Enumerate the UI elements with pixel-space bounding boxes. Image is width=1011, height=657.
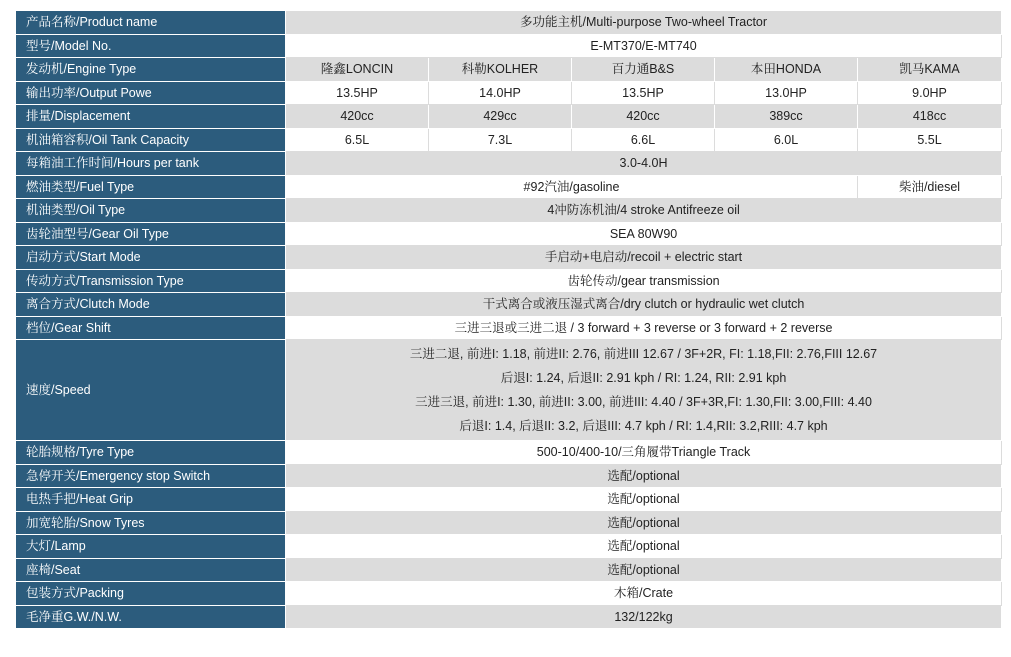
spec-table	[15, 10, 1002, 629]
fuel-diesel-cell: 柴油/diesel	[858, 175, 1002, 199]
row-label: 发动机/Engine Type	[16, 58, 286, 82]
row-speed	[16, 340, 1002, 441]
row-label: 速度/Speed	[16, 340, 286, 441]
row-heat-grip	[16, 488, 1002, 512]
row-label: 离合方式/Clutch Mode	[16, 293, 286, 317]
row-seat	[16, 558, 1002, 582]
row-packing	[16, 582, 1002, 606]
row-value: 500-10/400-10/三角履带Triangle Track	[286, 441, 1002, 465]
row-model-no	[16, 34, 1002, 58]
displacement-cell: 420cc	[286, 105, 429, 129]
power-cell: 9.0HP	[858, 81, 1002, 105]
row-label: 机油类型/Oil Type	[16, 199, 286, 223]
row-gear-shift	[16, 316, 1002, 340]
row-value: 选配/optional	[286, 558, 1002, 582]
displacement-cell: 420cc	[572, 105, 715, 129]
row-label: 机油箱容积/Oil Tank Capacity	[16, 128, 286, 152]
row-value: 选配/optional	[286, 488, 1002, 512]
row-label: 毛净重G.W./N.W.	[16, 605, 286, 629]
speed-line: 三进二退, 前进I: 1.18, 前进II: 2.76, 前进III 12.67 / 3F+2R, FI: 1.18,FII: 2.76,FIII 12.67	[409, 347, 878, 361]
power-cell: 14.0HP	[429, 81, 572, 105]
row-value: 三进三退或三进二退 / 3 forward + 3 reverse or 3 forward + 2 reverse	[286, 316, 1002, 340]
row-value: 132/122kg	[286, 605, 1002, 629]
row-value: SEA 80W90	[286, 222, 1002, 246]
row-label: 产品名称/Product name	[16, 11, 286, 35]
row-start-mode	[16, 246, 1002, 270]
row-oil-type	[16, 199, 1002, 223]
row-label: 燃油类型/Fuel Type	[16, 175, 286, 199]
row-value: 4冲防冻机油/4 stroke Antifreeze oil	[286, 199, 1002, 223]
row-value: 齿轮传动/gear transmission	[286, 269, 1002, 293]
row-value: 选配/optional	[286, 535, 1002, 559]
row-value: 选配/optional	[286, 464, 1002, 488]
speed-line: 后退I: 1.24, 后退II: 2.91 kph / RI: 1.24, RII: 2.91 kph	[500, 371, 787, 385]
row-label: 启动方式/Start Mode	[16, 246, 286, 270]
row-value: 手启动+电启动/recoil + electric start	[286, 246, 1002, 270]
engine-cell-loncin: 隆鑫LONCIN	[286, 58, 429, 82]
engine-cell-kolher: 科勒KOLHER	[429, 58, 572, 82]
row-label: 加宽轮胎/Snow Tyres	[16, 511, 286, 535]
engine-cell-honda: 本田HONDA	[715, 58, 858, 82]
oil-tank-cell: 6.0L	[715, 128, 858, 152]
row-value: 3.0-4.0H	[286, 152, 1002, 176]
row-fuel-type	[16, 175, 1002, 199]
row-emergency-stop	[16, 464, 1002, 488]
row-value: 多功能主机/Multi-purpose Two-wheel Tractor	[286, 11, 1002, 35]
speed-line: 后退I: 1.4, 后退II: 3.2, 后退III: 4.7 kph / RI: 1.4,RII: 3.2,RIII: 4.7 kph	[459, 419, 828, 433]
power-cell: 13.0HP	[715, 81, 858, 105]
speed-line: 三进三退, 前进I: 1.30, 前进II: 3.00, 前进III: 4.40 / 3F+3R,FI: 1.30,FII: 3.00,FIII: 4.40	[415, 395, 872, 409]
row-label: 型号/Model No.	[16, 34, 286, 58]
power-cell: 13.5HP	[572, 81, 715, 105]
row-snow-tyres	[16, 511, 1002, 535]
row-value: 干式离合或液压湿式离合/dry clutch or hydraulic wet clutch	[286, 293, 1002, 317]
row-label: 电热手把/Heat Grip	[16, 488, 286, 512]
oil-tank-cell: 6.6L	[572, 128, 715, 152]
row-label: 齿轮油型号/Gear Oil Type	[16, 222, 286, 246]
fuel-gasoline-cell: #92汽油/gasoline	[286, 175, 858, 199]
speed-values	[286, 340, 1002, 441]
row-label: 轮胎规格/Tyre Type	[16, 441, 286, 465]
row-engine-type	[16, 58, 1002, 82]
engine-cell-kama: 凯马KAMA	[858, 58, 1002, 82]
row-tyre-type	[16, 441, 1002, 465]
row-weight	[16, 605, 1002, 629]
row-label: 档位/Gear Shift	[16, 316, 286, 340]
displacement-cell: 429cc	[429, 105, 572, 129]
displacement-cell: 418cc	[858, 105, 1002, 129]
row-oil-tank	[16, 128, 1002, 152]
oil-tank-cell: 6.5L	[286, 128, 429, 152]
row-product-name	[16, 11, 1002, 35]
row-hours-per-tank	[16, 152, 1002, 176]
row-label: 传动方式/Transmission Type	[16, 269, 286, 293]
row-label: 座椅/Seat	[16, 558, 286, 582]
row-label: 排量/Displacement	[16, 105, 286, 129]
row-displacement	[16, 105, 1002, 129]
row-output-power	[16, 81, 1002, 105]
row-label: 输出功率/Output Powe	[16, 81, 286, 105]
oil-tank-cell: 7.3L	[429, 128, 572, 152]
row-clutch-mode	[16, 293, 1002, 317]
row-label: 大灯/Lamp	[16, 535, 286, 559]
row-value: 木箱/Crate	[286, 582, 1002, 606]
engine-cell-bs: 百力通B&S	[572, 58, 715, 82]
oil-tank-cell: 5.5L	[858, 128, 1002, 152]
row-value: E-MT370/E-MT740	[286, 34, 1002, 58]
row-label: 每箱油工作时间/Hours per tank	[16, 152, 286, 176]
displacement-cell: 389cc	[715, 105, 858, 129]
row-value: 选配/optional	[286, 511, 1002, 535]
row-lamp	[16, 535, 1002, 559]
row-label: 急停开关/Emergency stop Switch	[16, 464, 286, 488]
power-cell: 13.5HP	[286, 81, 429, 105]
row-label: 包装方式/Packing	[16, 582, 286, 606]
row-gear-oil-type	[16, 222, 1002, 246]
row-transmission-type	[16, 269, 1002, 293]
